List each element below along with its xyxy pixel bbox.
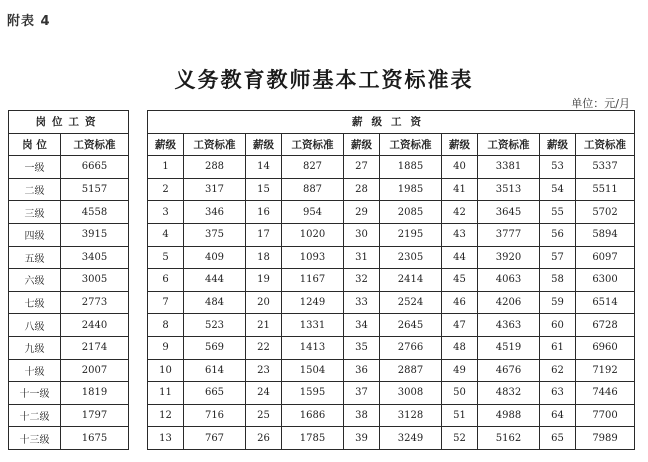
table-row	[9, 269, 129, 292]
grade-cell: 27	[344, 156, 380, 179]
grade-cell: 64	[540, 404, 576, 427]
table-row	[9, 382, 129, 405]
grade-salary-cell: 4676	[478, 359, 540, 382]
column-header: 薪级	[148, 133, 184, 156]
post-salary-cell: 2440	[61, 314, 129, 337]
post-level-cell: 一级	[9, 156, 61, 179]
grade-salary-cell: 1167	[282, 269, 344, 292]
post-salary-cell: 3005	[61, 269, 129, 292]
column-header: 薪级	[540, 133, 576, 156]
grade-salary-cell: 444	[184, 269, 246, 292]
grade-cell: 17	[246, 223, 282, 246]
grade-cell: 35	[344, 336, 380, 359]
grade-cell: 20	[246, 291, 282, 314]
post-salary-cell: 1797	[61, 404, 129, 427]
post-salary-cell: 5157	[61, 178, 129, 201]
grade-cell: 8	[148, 314, 184, 337]
table-row	[9, 291, 129, 314]
post-level-cell: 三级	[9, 201, 61, 224]
grade-cell: 55	[540, 201, 576, 224]
post-level-cell: 七级	[9, 291, 61, 314]
grade-cell: 19	[246, 269, 282, 292]
table-row	[148, 382, 635, 405]
grade-cell: 43	[442, 223, 478, 246]
grade-cell: 40	[442, 156, 478, 179]
grade-cell: 12	[148, 404, 184, 427]
post-salary-cell: 1675	[61, 427, 129, 450]
grade-cell: 38	[344, 404, 380, 427]
grade-salary-cell: 1020	[282, 223, 344, 246]
grade-salary-cell: 3008	[380, 382, 442, 405]
grade-salary-cell: 1504	[282, 359, 344, 382]
table-row	[148, 269, 635, 292]
grade-salary-cell: 614	[184, 359, 246, 382]
grade-salary-cell: 716	[184, 404, 246, 427]
grade-cell: 30	[344, 223, 380, 246]
grade-salary-cell: 1985	[380, 178, 442, 201]
grade-salary-cell: 6514	[576, 291, 635, 314]
grade-cell: 25	[246, 404, 282, 427]
grade-salary-cell: 7192	[576, 359, 635, 382]
post-salary-cell: 4558	[61, 201, 129, 224]
column-header: 工资标准	[61, 133, 129, 156]
grade-cell: 1	[148, 156, 184, 179]
post-level-cell: 十级	[9, 359, 61, 382]
grade-salary-cell: 317	[184, 178, 246, 201]
grade-salary-cell: 6097	[576, 246, 635, 269]
grade-cell: 45	[442, 269, 478, 292]
table-row	[148, 246, 635, 269]
grade-cell: 62	[540, 359, 576, 382]
grade-salary-cell: 409	[184, 246, 246, 269]
post-level-cell: 十三级	[9, 427, 61, 450]
grade-cell: 54	[540, 178, 576, 201]
post-table-group-header: 岗位工资	[9, 111, 129, 134]
grade-salary-cell: 7446	[576, 382, 635, 405]
grade-cell: 21	[246, 314, 282, 337]
grade-cell: 53	[540, 156, 576, 179]
table-row	[148, 359, 635, 382]
grade-cell: 2	[148, 178, 184, 201]
grade-salary-cell: 2414	[380, 269, 442, 292]
grade-salary-cell: 5894	[576, 223, 635, 246]
grade-salary-cell: 4988	[478, 404, 540, 427]
grade-cell: 7	[148, 291, 184, 314]
grade-cell: 44	[442, 246, 478, 269]
grade-salary-cell: 2305	[380, 246, 442, 269]
grade-salary-cell: 4363	[478, 314, 540, 337]
table-row	[9, 336, 129, 359]
grade-cell: 57	[540, 246, 576, 269]
grade-cell: 29	[344, 201, 380, 224]
grade-cell: 4	[148, 223, 184, 246]
grade-salary-cell: 5337	[576, 156, 635, 179]
grade-salary-cell: 3381	[478, 156, 540, 179]
table-row	[9, 427, 129, 450]
column-header: 薪级	[246, 133, 282, 156]
grade-cell: 14	[246, 156, 282, 179]
grade-salary-cell: 3920	[478, 246, 540, 269]
grade-salary-cell: 2085	[380, 201, 442, 224]
grade-salary-cell: 5511	[576, 178, 635, 201]
unit-label: 单位：元/月	[571, 97, 630, 110]
grade-cell: 59	[540, 291, 576, 314]
grade-cell: 63	[540, 382, 576, 405]
grade-salary-cell: 1785	[282, 427, 344, 450]
grade-salary-cell: 3645	[478, 201, 540, 224]
grade-salary-cell: 4206	[478, 291, 540, 314]
grade-cell: 41	[442, 178, 478, 201]
grade-salary-cell: 5162	[478, 427, 540, 450]
grade-salary-cell: 767	[184, 427, 246, 450]
grade-cell: 47	[442, 314, 478, 337]
grade-cell: 50	[442, 382, 478, 405]
grade-salary-cell: 1885	[380, 156, 442, 179]
grade-salary-cell: 6300	[576, 269, 635, 292]
grade-salary-cell: 4519	[478, 336, 540, 359]
post-salary-table	[8, 110, 129, 450]
grade-cell: 65	[540, 427, 576, 450]
column-header: 工资标准	[380, 133, 442, 156]
grade-salary-cell: 7989	[576, 427, 635, 450]
grade-cell: 26	[246, 427, 282, 450]
grade-salary-cell: 1595	[282, 382, 344, 405]
table-row	[9, 246, 129, 269]
grade-salary-cell: 1331	[282, 314, 344, 337]
grade-salary-cell: 3777	[478, 223, 540, 246]
grade-cell: 33	[344, 291, 380, 314]
grade-salary-cell: 288	[184, 156, 246, 179]
post-salary-cell: 3915	[61, 223, 129, 246]
grade-cell: 46	[442, 291, 478, 314]
post-salary-cell: 1819	[61, 382, 129, 405]
grade-cell: 49	[442, 359, 478, 382]
grade-cell: 3	[148, 201, 184, 224]
grade-salary-cell: 3513	[478, 178, 540, 201]
grade-cell: 56	[540, 223, 576, 246]
grade-salary-cell: 4063	[478, 269, 540, 292]
grade-salary-cell: 346	[184, 201, 246, 224]
grade-cell: 10	[148, 359, 184, 382]
grade-salary-cell: 523	[184, 314, 246, 337]
grade-cell: 16	[246, 201, 282, 224]
table-row	[9, 223, 129, 246]
column-header: 工资标准	[478, 133, 540, 156]
post-salary-cell: 6665	[61, 156, 129, 179]
post-level-cell: 五级	[9, 246, 61, 269]
grade-salary-cell: 2887	[380, 359, 442, 382]
grade-cell: 15	[246, 178, 282, 201]
table-row	[148, 404, 635, 427]
grade-cell: 13	[148, 427, 184, 450]
grade-salary-cell: 2195	[380, 223, 442, 246]
grade-salary-cell: 5702	[576, 201, 635, 224]
grade-cell: 5	[148, 246, 184, 269]
post-salary-cell: 2773	[61, 291, 129, 314]
table-row	[9, 156, 129, 179]
grade-salary-cell: 4832	[478, 382, 540, 405]
appendix-label: 附表 4	[7, 14, 51, 29]
table-row	[148, 336, 635, 359]
table-row	[148, 156, 635, 179]
grade-cell: 37	[344, 382, 380, 405]
post-level-cell: 六级	[9, 269, 61, 292]
grade-cell: 23	[246, 359, 282, 382]
grade-salary-cell: 887	[282, 178, 344, 201]
grade-cell: 48	[442, 336, 478, 359]
post-salary-cell: 3405	[61, 246, 129, 269]
grade-salary-cell: 569	[184, 336, 246, 359]
post-level-cell: 八级	[9, 314, 61, 337]
grade-cell: 61	[540, 336, 576, 359]
grade-cell: 36	[344, 359, 380, 382]
table-row	[9, 359, 129, 382]
grade-salary-cell: 1093	[282, 246, 344, 269]
post-level-cell: 十一级	[9, 382, 61, 405]
post-level-cell: 四级	[9, 223, 61, 246]
post-salary-cell: 2174	[61, 336, 129, 359]
grade-cell: 18	[246, 246, 282, 269]
table-row	[148, 427, 635, 450]
post-level-cell: 九级	[9, 336, 61, 359]
grade-salary-cell: 7700	[576, 404, 635, 427]
grade-salary-cell: 1249	[282, 291, 344, 314]
post-level-cell: 二级	[9, 178, 61, 201]
grade-salary-cell: 6960	[576, 336, 635, 359]
table-row	[148, 201, 635, 224]
column-header: 岗 位	[9, 133, 61, 156]
grade-salary-cell: 2766	[380, 336, 442, 359]
table-row	[9, 314, 129, 337]
grade-salary-cell: 3249	[380, 427, 442, 450]
grade-cell: 34	[344, 314, 380, 337]
salary-table-group-header: 薪级工资	[148, 111, 635, 134]
grade-cell: 58	[540, 269, 576, 292]
column-header: 薪级	[344, 133, 380, 156]
grade-cell: 42	[442, 201, 478, 224]
column-header: 工资标准	[282, 133, 344, 156]
grade-cell: 52	[442, 427, 478, 450]
grade-salary-cell: 484	[184, 291, 246, 314]
table-row	[148, 314, 635, 337]
column-header: 薪级	[442, 133, 478, 156]
grade-salary-cell: 954	[282, 201, 344, 224]
grade-cell: 28	[344, 178, 380, 201]
table-row	[9, 404, 129, 427]
table-row	[148, 223, 635, 246]
grade-cell: 6	[148, 269, 184, 292]
grade-salary-cell: 2524	[380, 291, 442, 314]
grade-cell: 39	[344, 427, 380, 450]
grade-salary-table	[147, 110, 635, 450]
table-row	[9, 178, 129, 201]
grade-salary-cell: 6728	[576, 314, 635, 337]
grade-cell: 24	[246, 382, 282, 405]
grade-salary-cell: 375	[184, 223, 246, 246]
grade-salary-cell: 1413	[282, 336, 344, 359]
grade-salary-cell: 827	[282, 156, 344, 179]
grade-cell: 32	[344, 269, 380, 292]
column-header: 工资标准	[576, 133, 635, 156]
post-level-cell: 十二级	[9, 404, 61, 427]
grade-cell: 31	[344, 246, 380, 269]
grade-salary-cell: 3128	[380, 404, 442, 427]
grade-cell: 60	[540, 314, 576, 337]
grade-cell: 11	[148, 382, 184, 405]
page-title: 义务教育教师基本工资标准表	[174, 67, 474, 92]
table-row	[9, 201, 129, 224]
grade-salary-cell: 665	[184, 382, 246, 405]
post-salary-cell: 2007	[61, 359, 129, 382]
grade-salary-cell: 2645	[380, 314, 442, 337]
grade-cell: 9	[148, 336, 184, 359]
table-row	[148, 178, 635, 201]
column-header: 工资标准	[184, 133, 246, 156]
grade-cell: 51	[442, 404, 478, 427]
grade-salary-cell: 1686	[282, 404, 344, 427]
grade-cell: 22	[246, 336, 282, 359]
table-row	[148, 291, 635, 314]
